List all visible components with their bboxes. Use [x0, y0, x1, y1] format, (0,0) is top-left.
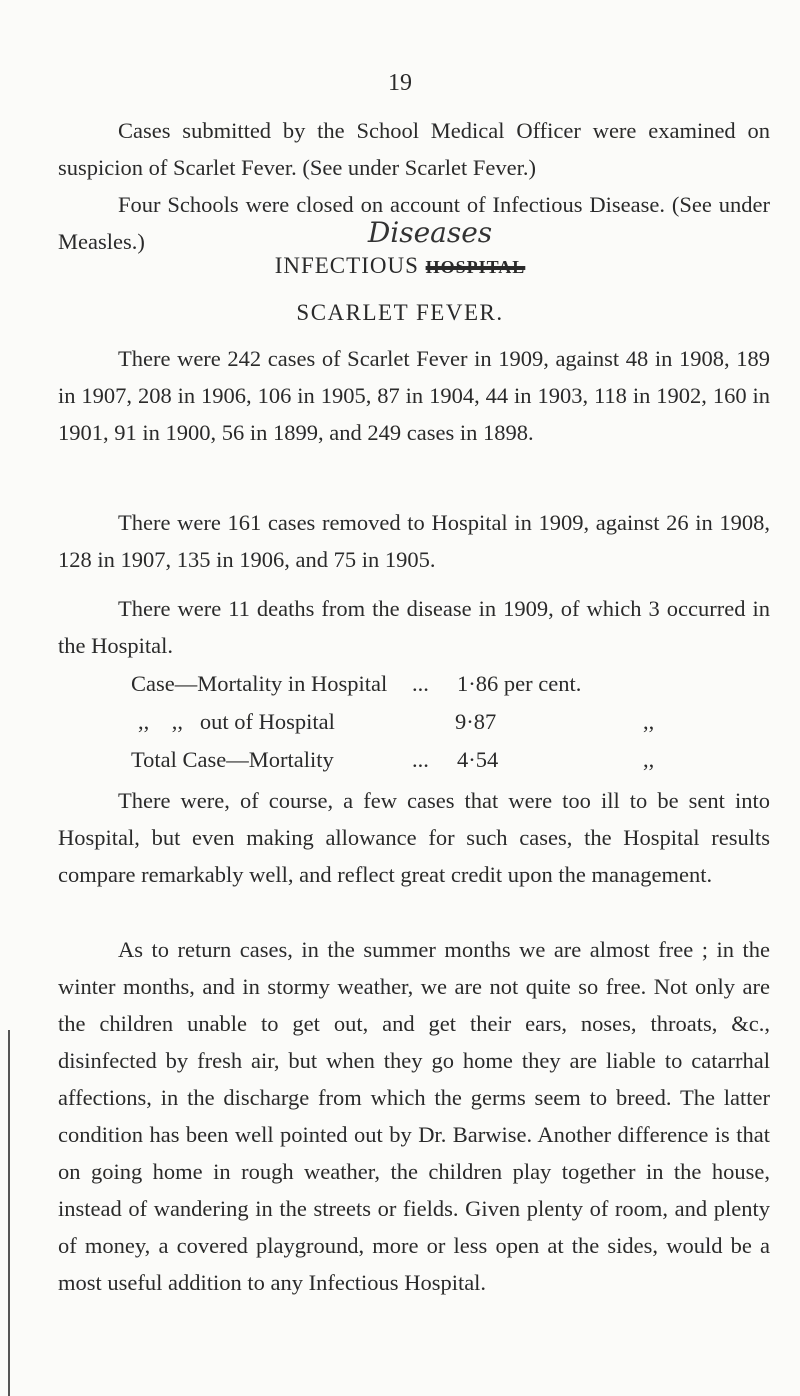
- paragraph-closed: Four Schools were closed on account of Infectious Disease. (See under Measles.): [58, 192, 770, 254]
- mortality-dots: ...: [412, 747, 429, 772]
- paragraph-removed: There were 161 cases removed to Hospital in 1909, against 26 in 1908, 128 in 1907, 135 in 1906, and 75 in 1905.: [58, 510, 770, 572]
- paragraph-cases: There were 242 cases of Scarlet Fever in 1909, against 48 in 1908, 189 in 1907, 208 in 1906, 106 in 1905, 87 in 1904, 44 in 1903, 118 in 1902, 160 in 1901, 91 in 1900, 56 in 1899, and 249 cases in 1898.: [58, 346, 770, 445]
- paragraph-return-cases: As to return cases, in the summer months we are almost free ; in the winter months, and in stormy weather, we are not quite so free. Not only are the children unable to get out, and get their ears, noses, throats, &c., disinfected by fresh air, but when they go home they are liable to catarrhal affections, in the discharge from which the germs seem to breed. The latter condition has been well pointed out by Dr. Barwise. Another difference is that on going home in rough weather, the children play together in the house, instead of wandering in the streets or fields. Given plenty of room, and plenty of money, a covered playground, more or less open at the sides, would be a most useful addition to any Infectious Hospital.: [58, 937, 770, 1295]
- paragraph-schools: Cases submitted by the School Medical Officer were examined on suspicion of Scarlet Fever. (See under Scarlet Fever.): [58, 118, 770, 180]
- paragraph-few-cases: There were, of course, a few cases that were too ill to be sent into Hospital, but even making allowance for such cases, the Hospital results compare remarkably well, and reflect great credit upon the management.: [58, 788, 770, 887]
- mortality-value: 4·54: [457, 747, 499, 772]
- struck-out-word: HOSPITAL: [425, 257, 526, 277]
- paragraph-deaths: There were 11 deaths from the disease in 1909, of which 3 occurred in the Hospital.: [58, 596, 770, 658]
- mortality-unit: ,,: [643, 709, 655, 734]
- mortality-label: Total Case—Mortality: [131, 747, 334, 772]
- section-heading: SCARLET FEVER.: [296, 300, 504, 325]
- mortality-value: 9·87: [455, 709, 497, 734]
- handwritten-insert: Diseases: [367, 216, 493, 249]
- mortality-unit: ,,: [643, 747, 655, 772]
- mortality-label: Case—Mortality in Hospital: [131, 671, 388, 696]
- mortality-label: ,, ,, out of Hospital: [138, 709, 335, 734]
- infectious-word: INFECTIOUS: [274, 253, 419, 278]
- page-number: 19: [388, 70, 412, 96]
- mortality-value: 1·86 per cent.: [457, 671, 582, 696]
- page-edge-line: [8, 1030, 10, 1396]
- mortality-dots: ...: [412, 671, 429, 696]
- infectious-heading: [0, 253, 800, 279]
